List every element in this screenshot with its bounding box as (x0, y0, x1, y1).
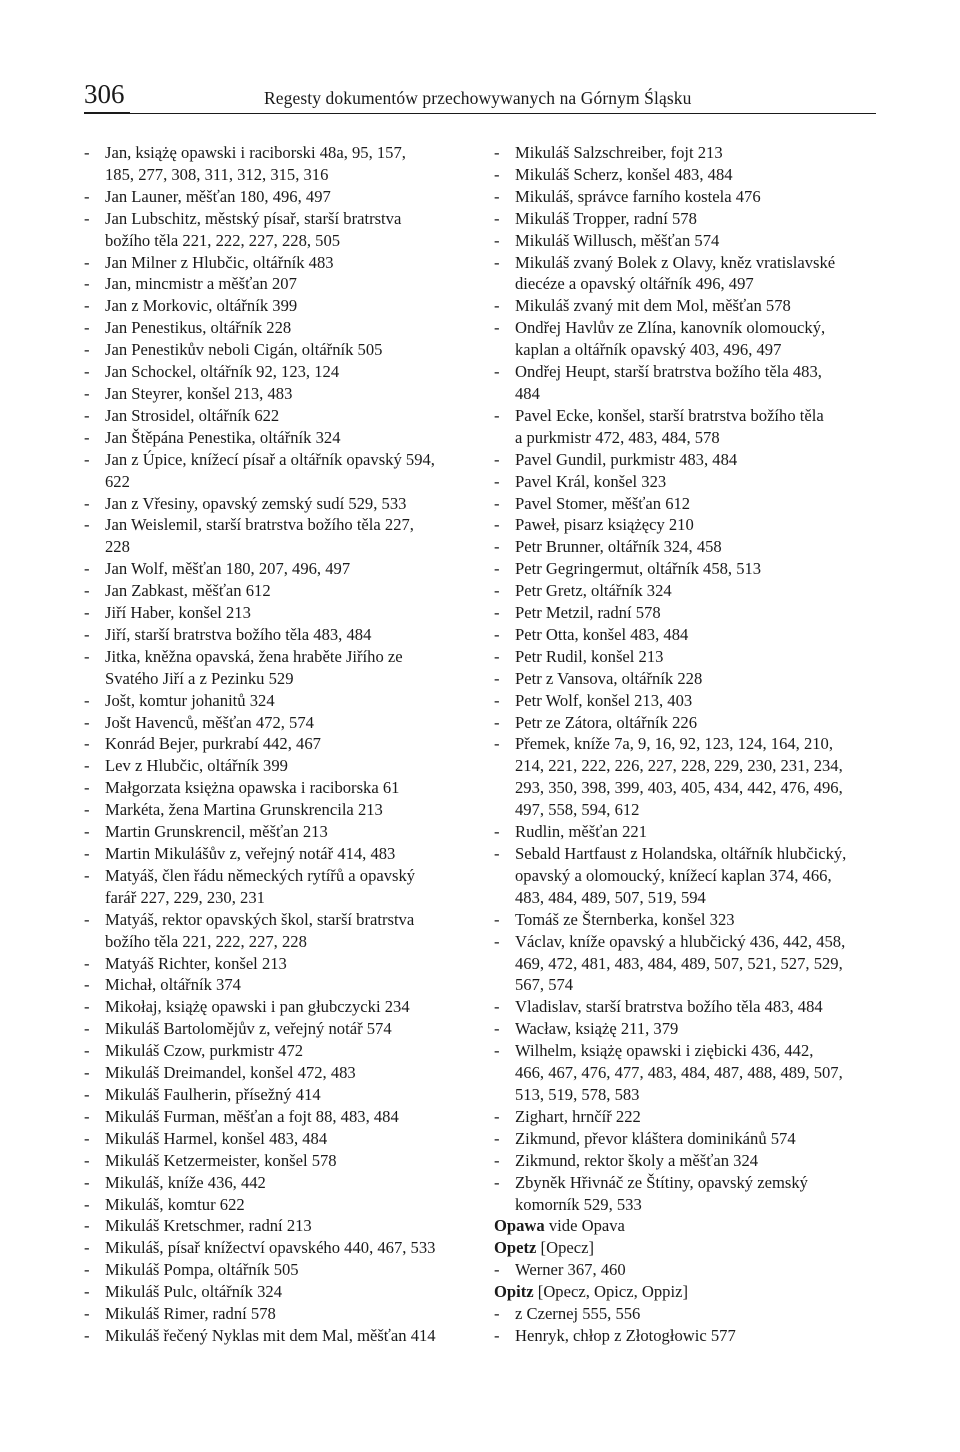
entry-dash: - (84, 1325, 90, 1345)
entry-dash: - (494, 1172, 500, 1192)
index-entry (84, 646, 476, 690)
index-entry (84, 712, 476, 734)
entry-line: Jošt Havenců, měšťan 472, 574 (105, 712, 314, 732)
entry-line: Jan Strosidel, oltářník 622 (105, 405, 280, 425)
entry-line: Ondřej Havlův ze Zlína, kanovník olomoucký, (515, 318, 826, 338)
index-entry (494, 405, 886, 449)
index-entry (84, 1040, 476, 1062)
entry-dash: - (494, 143, 500, 162)
entry-line: kaplan a oltářník opavský 403, 496, 497 (515, 340, 782, 360)
entry-dash: - (494, 931, 500, 951)
entry-dash: - (84, 822, 90, 842)
entry-line: Mikuláš Faulherin, přísežný 414 (105, 1084, 321, 1104)
entry-line: Jan z Úpice, knížecí písař a oltářník opavský 594, (105, 449, 435, 469)
entry-line: božího těla 221, 222, 227, 228 (105, 931, 307, 951)
entry-line: Mikuláš Pompa, oltářník 505 (105, 1260, 299, 1280)
entry-line: Jan Zabkast, měšťan 612 (105, 581, 271, 601)
entry-dash: - (84, 208, 90, 228)
entry-dash: - (84, 493, 90, 513)
entry-dash: - (84, 603, 90, 623)
index-entry (494, 646, 886, 668)
entry-line: diecéze a opavský oltářník 496, 497 (515, 274, 754, 294)
index-column-right (494, 142, 886, 1347)
index-entry (84, 1303, 476, 1325)
index-entry (84, 405, 476, 427)
entry-line: Václav, kníže opavský a hlubčický 436, 442, 458, (515, 931, 846, 951)
index-entry (494, 493, 886, 515)
entry-line: 293, 350, 398, 399, 403, 405, 434, 442, 476, 496, (515, 778, 843, 798)
heading-reference: vide Opava (544, 1216, 625, 1236)
entry-dash: - (494, 252, 500, 272)
entry-dash: - (84, 515, 90, 535)
entry-line: Jiří Haber, konšel 213 (105, 603, 251, 623)
index-entry (84, 361, 476, 383)
entry-dash: - (494, 1150, 500, 1170)
entry-dash: - (84, 1260, 90, 1280)
entry-dash: - (494, 1041, 500, 1061)
index-entry (84, 1281, 476, 1303)
entry-dash: - (84, 449, 90, 469)
index-entry (494, 909, 886, 931)
entry-dash: - (84, 712, 90, 732)
entry-dash: - (84, 1084, 90, 1104)
entry-dash: - (84, 340, 90, 360)
index-entry (84, 339, 476, 361)
entry-dash: - (84, 1282, 90, 1302)
entry-line: 497, 558, 594, 612 (515, 800, 640, 820)
index-entry (494, 208, 886, 230)
entry-line: Ondřej Heupt, starší bratrstva božího těla 483, (515, 362, 822, 382)
index-entry (84, 142, 476, 186)
entry-line: Mikuláš Harmel, konšel 483, 484 (105, 1128, 328, 1148)
entry-dash: - (494, 515, 500, 535)
index-entry (84, 733, 476, 755)
index-entry (84, 514, 476, 558)
index-entry (84, 821, 476, 843)
entry-dash: - (84, 778, 90, 798)
entry-line: Zighart, hrnčíř 222 (515, 1106, 641, 1126)
index-entry (84, 996, 476, 1018)
entry-line: Mikuláš Salzschreiber, fojt 213 (515, 143, 723, 162)
index-entry (494, 142, 886, 164)
entry-dash: - (494, 362, 500, 382)
entry-dash: - (494, 208, 500, 228)
heading-term: Opawa (494, 1216, 545, 1236)
entry-line: Mikuláš Rimer, radní 578 (105, 1304, 276, 1324)
heading-reference: [Opecz, Opicz, Oppiz] (533, 1282, 688, 1302)
entry-dash: - (494, 493, 500, 513)
entry-line: Jan z Vřesiny, opavský zemský sudí 529, 533 (105, 493, 407, 513)
entry-dash: - (494, 164, 500, 184)
entry-line: 466, 467, 476, 477, 483, 484, 487, 488, 489, 507, (515, 1063, 843, 1083)
entry-line: Michał, oltářník 374 (105, 975, 241, 995)
entry-dash: - (84, 690, 90, 710)
index-entry (84, 777, 476, 799)
entry-line: Jan Lubschitz, městský písař, starší bratrstva (105, 208, 402, 228)
index-entry (84, 909, 476, 953)
entry-dash: - (494, 1304, 500, 1324)
entry-line: Pavel Ecke, konšel, starší bratrstva božího těla (515, 405, 824, 425)
index-entry (84, 493, 476, 515)
entry-dash: - (494, 690, 500, 710)
entry-line: Matyáš Richter, konšel 213 (105, 953, 287, 973)
index-entry (494, 558, 886, 580)
entry-dash: - (84, 646, 90, 666)
entry-line: Jan Steyrer, konšel 213, 483 (105, 383, 293, 403)
entry-line: Petr Rudil, konšel 213 (515, 646, 664, 666)
entry-line: Sebald Hartfaust z Holandska, oltářník hlubčický, (515, 844, 847, 863)
entry-line: Petr ze Zátora, oltářník 226 (515, 712, 698, 732)
index-entry (84, 1062, 476, 1084)
entry-line: Jan, książę opawski i raciborski 48a, 95, 157, (105, 143, 406, 162)
entry-line: Mikuláš, správce farního kostela 476 (515, 186, 761, 206)
entry-dash: - (84, 1150, 90, 1170)
entry-line: Pavel Král, konšel 323 (515, 471, 667, 491)
entry-line: z Czernej 555, 556 (515, 1304, 641, 1324)
index-entry (84, 1084, 476, 1106)
index-entry (494, 1259, 886, 1281)
entry-dash: - (84, 975, 90, 995)
index-entry (494, 471, 886, 493)
entry-dash: - (84, 405, 90, 425)
entry-dash: - (84, 1194, 90, 1214)
entry-line: Rudlin, měšťan 221 (515, 822, 647, 842)
index-entry (494, 690, 886, 712)
entry-dash: - (84, 1172, 90, 1192)
entry-line: komorník 529, 533 (515, 1194, 642, 1214)
entry-line: Mikuláš Pulc, oltářník 324 (105, 1282, 282, 1302)
index-entry (84, 1128, 476, 1150)
entry-line: 513, 519, 578, 583 (515, 1084, 640, 1104)
entry-line: Martin Grunskrencil, měšťan 213 (105, 822, 328, 842)
entry-line: Mikuláš Kretschmer, radní 213 (105, 1216, 312, 1236)
index-entry (84, 252, 476, 274)
index-entry (494, 712, 886, 734)
index-entry (494, 449, 886, 471)
index-entry (84, 383, 476, 405)
index-entry (494, 821, 886, 843)
entry-line: Jan Štěpána Penestika, oltářník 324 (105, 427, 341, 447)
entry-line: Jan Penestikův neboli Cigán, oltářník 505 (105, 340, 383, 360)
entry-line: Mikuláš Willusch, měšťan 574 (515, 230, 720, 250)
page-number: 306 (84, 79, 125, 109)
index-entry (84, 1215, 476, 1237)
entry-line: Jan Wolf, měšťan 180, 207, 496, 497 (105, 559, 351, 579)
index-entry (494, 668, 886, 690)
entry-dash: - (494, 1325, 500, 1345)
entry-line: Jošt, komtur johanitů 324 (105, 690, 275, 710)
entry-dash: - (84, 800, 90, 820)
entry-dash: - (494, 1106, 500, 1126)
entry-line: 469, 472, 481, 483, 484, 489, 507, 521, 527, 529, (515, 953, 843, 973)
entry-line: Małgorzata księżna opawska i raciborska 61 (105, 778, 400, 798)
index-entry (494, 230, 886, 252)
entry-dash: - (494, 1128, 500, 1148)
index-entry (84, 843, 476, 865)
index-entry (494, 733, 886, 821)
index-entry (494, 186, 886, 208)
entry-line: Martin Mikulášův z, veřejný notář 414, 483 (105, 844, 396, 863)
entry-dash: - (494, 296, 500, 316)
index-heading (494, 1237, 886, 1259)
index-entry (84, 602, 476, 624)
entry-line: Matyáš, rektor opavských škol, starší bratrstva (105, 909, 415, 929)
entry-dash: - (84, 909, 90, 929)
entry-dash: - (494, 318, 500, 338)
index-entry (84, 755, 476, 777)
index-entry (84, 1150, 476, 1172)
entry-dash: - (494, 603, 500, 623)
index-entry (494, 1150, 886, 1172)
index-entry (84, 1172, 476, 1194)
index-entry (494, 1128, 886, 1150)
entry-line: Mikołaj, książę opawski i pan głubczycki 234 (105, 997, 410, 1017)
entry-dash: - (84, 1304, 90, 1324)
entry-line: Jan Milner z Hlubčic, oltářník 483 (105, 252, 334, 272)
entry-line: Petr z Vansova, oltářník 228 (515, 668, 703, 688)
entry-dash: - (494, 997, 500, 1017)
entry-line: Henryk, chłop z Złotogłowic 577 (515, 1325, 736, 1345)
entry-dash: - (84, 383, 90, 403)
entry-dash: - (494, 186, 500, 206)
index-entry (494, 361, 886, 405)
entry-line: 484 (515, 383, 540, 403)
entry-line: Wacław, książę 211, 379 (515, 1019, 679, 1039)
entry-dash: - (84, 318, 90, 338)
entry-dash: - (494, 1260, 500, 1280)
entry-dash: - (84, 143, 90, 162)
index-entry (84, 295, 476, 317)
entry-dash: - (84, 734, 90, 754)
index-entry (494, 295, 886, 317)
entry-dash: - (84, 362, 90, 382)
entry-dash: - (84, 1238, 90, 1258)
entry-dash: - (494, 471, 500, 491)
index-entry (84, 427, 476, 449)
entry-line: Petr Brunner, oltářník 324, 458 (515, 537, 722, 557)
entry-line: Pavel Stomer, měšťan 612 (515, 493, 691, 513)
entry-dash: - (84, 756, 90, 776)
entry-line: Svatého Jiří a z Pezinku 529 (105, 668, 294, 688)
index-entry (84, 558, 476, 580)
index-entry (84, 1018, 476, 1040)
entry-dash: - (494, 668, 500, 688)
index-entry (84, 273, 476, 295)
index-entry (84, 208, 476, 252)
index-entry (494, 1018, 886, 1040)
entry-line: Zikmund, rektor školy a měšťan 324 (515, 1150, 759, 1170)
entry-dash: - (494, 909, 500, 929)
entry-dash: - (494, 230, 500, 250)
entry-line: 567, 574 (515, 975, 574, 995)
entry-dash: - (84, 581, 90, 601)
entry-line: Konrád Bejer, purkrabí 442, 467 (105, 734, 321, 754)
index-heading (494, 1215, 886, 1237)
entry-dash: - (84, 1106, 90, 1126)
entry-line: Mikuláš zvaný Bolek z Olavy, kněz vratislavské (515, 252, 836, 272)
index-entry (84, 1325, 476, 1347)
entry-line: 622 (105, 471, 130, 491)
entry-line: božího těla 221, 222, 227, 228, 505 (105, 230, 341, 250)
entry-dash: - (494, 1019, 500, 1039)
entry-line: Mikuláš, kníže 436, 442 (105, 1172, 266, 1192)
index-entry (494, 252, 886, 296)
entry-line: Pavel Gundil, purkmistr 483, 484 (515, 449, 738, 469)
entry-dash: - (84, 274, 90, 294)
entry-line: Mikuláš Scherz, konšel 483, 484 (515, 164, 733, 184)
entry-line: Mikuláš Bartolomějův z, veřejný notář 574 (105, 1019, 392, 1039)
entry-line: Petr Wolf, konšel 213, 403 (515, 690, 693, 710)
entry-dash: - (84, 1216, 90, 1236)
entry-line: Zbyněk Hřivnáč ze Štítiny, opavský zemský (515, 1172, 808, 1192)
heading-term: Opitz (494, 1282, 534, 1302)
entry-dash: - (84, 252, 90, 272)
entry-line: Mikuláš Furman, měšťan a fojt 88, 483, 484 (105, 1106, 399, 1126)
entry-line: Petr Gretz, oltářník 324 (515, 581, 672, 601)
index-entry (494, 317, 886, 361)
entry-line: Wilhelm, książę opawski i ziębicki 436, 442, (515, 1041, 814, 1061)
heading-term: Opetz (494, 1238, 537, 1258)
entry-line: Jiří, starší bratrstva božího těla 483, 484 (105, 624, 372, 644)
entry-line: Mikuláš, písař knížectví opavského 440, 467, 533 (105, 1238, 436, 1258)
index-entry (84, 317, 476, 339)
entry-line: Jan z Morkovic, oltářník 399 (105, 296, 298, 316)
header-rule (84, 113, 876, 114)
entry-dash: - (494, 449, 500, 469)
index-entry (494, 514, 886, 536)
entry-dash: - (494, 646, 500, 666)
index-entry (84, 1259, 476, 1281)
entry-dash: - (494, 624, 500, 644)
index-entry (84, 865, 476, 909)
entry-line: Mikuláš Ketzermeister, konšel 578 (105, 1150, 337, 1170)
entry-dash: - (494, 537, 500, 557)
index-entry (494, 580, 886, 602)
entry-line: Jan Penestikus, oltářník 228 (105, 318, 292, 338)
index-column-left (84, 142, 476, 1347)
index-entry (84, 449, 476, 493)
entry-line: Přemek, kníže 7a, 9, 16, 92, 123, 124, 164, 210, (515, 734, 834, 754)
index-entry (494, 164, 886, 186)
entry-line: Mikuláš Dreimandel, konšel 472, 483 (105, 1063, 356, 1083)
entry-dash: - (84, 559, 90, 579)
entry-dash: - (494, 734, 500, 754)
index-entry (494, 536, 886, 558)
entry-line: Vladislav, starší bratrstva božího těla 483, 484 (515, 997, 823, 1017)
index-entry (84, 799, 476, 821)
entry-line: 228 (105, 537, 130, 557)
entry-line: Paweł, pisarz książęcy 210 (515, 515, 694, 535)
index-entry (494, 1172, 886, 1216)
entry-line: Jan Weislemil, starší bratrstva božího těla 227, (105, 515, 414, 535)
entry-line: Zikmund, převor kláštera dominikánů 574 (515, 1128, 796, 1148)
entry-line: Petr Gegringermut, oltářník 458, 513 (515, 559, 762, 579)
entry-dash: - (494, 559, 500, 579)
index-entry (84, 580, 476, 602)
entry-line: opavský a olomoucký, knížecí kaplan 374, 466, (515, 865, 832, 885)
entry-dash: - (84, 1128, 90, 1148)
index-entry (494, 1303, 886, 1325)
entry-dash: - (494, 712, 500, 732)
entry-line: Matyáš, člen řádu německých rytířů a opavský (105, 865, 416, 885)
entry-line: Jan Launer, měšťan 180, 496, 497 (105, 186, 331, 206)
entry-line: 483, 484, 489, 507, 519, 594 (515, 887, 706, 907)
entry-line: Mikuláš Czow, purkmistr 472 (105, 1041, 304, 1061)
index-entry (494, 996, 886, 1018)
entry-line: 214, 221, 222, 226, 227, 228, 229, 230, 231, 234, (515, 756, 843, 776)
entry-line: Jan, mincmistr a měšťan 207 (105, 274, 297, 294)
entry-dash: - (494, 405, 500, 425)
index-entry (84, 1106, 476, 1128)
entry-line: Petr Otta, konšel 483, 484 (515, 624, 689, 644)
entry-dash: - (494, 581, 500, 601)
entry-line: a purkmistr 472, 483, 484, 578 (515, 427, 720, 447)
entry-line: Werner 367, 460 (515, 1260, 626, 1280)
index-entry (84, 953, 476, 975)
entry-line: Mikuláš řečený Nyklas mit dem Mal, měšťan 414 (105, 1325, 436, 1345)
entry-line: Mikuláš Tropper, radní 578 (515, 208, 697, 228)
entry-line: Tomáš ze Šternberka, konšel 323 (515, 909, 735, 929)
index-entry (84, 974, 476, 996)
index-entry (494, 1040, 886, 1106)
entry-line: Petr Metzil, radní 578 (515, 603, 661, 623)
entry-line: Mikuláš, komtur 622 (105, 1194, 245, 1214)
index-entry (494, 931, 886, 997)
index-entry (84, 1237, 476, 1259)
entry-dash: - (84, 953, 90, 973)
entry-dash: - (84, 1019, 90, 1039)
entry-line: farář 227, 229, 230, 231 (105, 887, 265, 907)
entry-line: Markéta, žena Martina Grunskrencila 213 (105, 800, 383, 820)
heading-reference: [Opecz] (536, 1238, 594, 1258)
entry-dash: - (84, 997, 90, 1017)
entry-dash: - (84, 427, 90, 447)
entry-dash: - (84, 296, 90, 316)
index-entry (494, 602, 886, 624)
entry-line: Jitka, kněžna opavská, žena hraběte Jiřího ze (105, 646, 403, 666)
index-entry (84, 186, 476, 208)
index-entry (494, 843, 886, 909)
entry-dash: - (84, 865, 90, 885)
entry-dash: - (494, 822, 500, 842)
entry-dash: - (84, 1063, 90, 1083)
index-entry (84, 690, 476, 712)
entry-line: Jan Schockel, oltářník 92, 123, 124 (105, 362, 340, 382)
page-header (84, 78, 876, 114)
index-entry (494, 624, 886, 646)
index-entry (84, 624, 476, 646)
running-title: Regesty dokumentów przechowywanych na Górnym Śląsku (264, 88, 692, 108)
entry-dash: - (84, 844, 90, 863)
index-heading (494, 1281, 886, 1303)
index-entry (84, 1194, 476, 1216)
entry-line: 185, 277, 308, 311, 312, 315, 316 (105, 164, 329, 184)
index-entry (494, 1106, 886, 1128)
entry-dash: - (494, 844, 500, 863)
index-entry (494, 1325, 886, 1347)
entry-line: Lev z Hlubčic, oltářník 399 (105, 756, 288, 776)
entry-dash: - (84, 186, 90, 206)
entry-dash: - (84, 1041, 90, 1061)
entry-line: Mikuláš zvaný mit dem Mol, měšťan 578 (515, 296, 791, 316)
entry-dash: - (84, 624, 90, 644)
